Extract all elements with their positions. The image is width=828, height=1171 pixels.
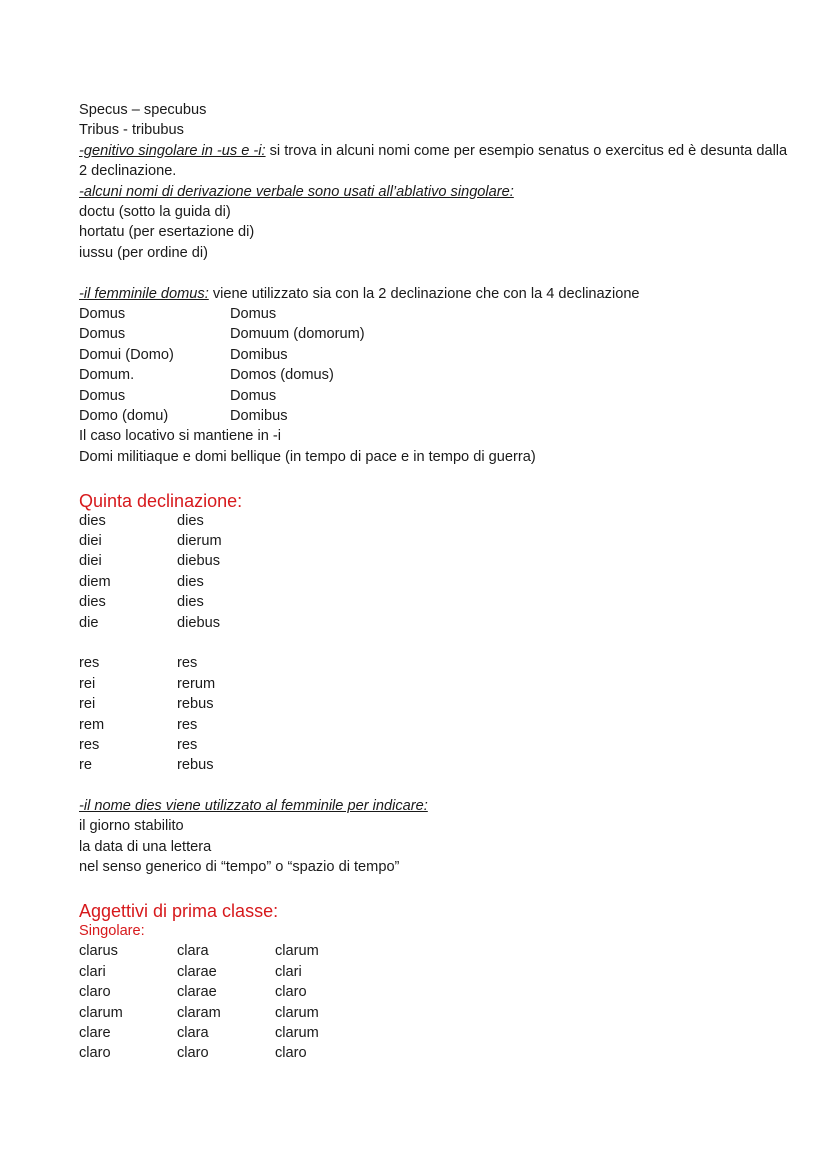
table-cell: diei xyxy=(79,553,102,570)
table-cell: rem xyxy=(79,716,105,733)
table-cell: Domus xyxy=(79,326,126,343)
domus-example-note: Domi militiaque e domi bellique (in tempo di pace e in tempo di guerra) xyxy=(79,448,536,465)
table-cell: res xyxy=(177,716,198,733)
table-row xyxy=(79,613,799,633)
table-cell: rebus xyxy=(177,757,214,774)
table-cell: res xyxy=(79,655,100,672)
table-row xyxy=(79,304,799,324)
table-cell: clarus xyxy=(79,943,118,960)
table-cell: res xyxy=(79,736,100,753)
spacer xyxy=(79,633,799,653)
verbal-note-label: -alcuni nomi di derivazione verbale sono usati all’ablativo singolare: xyxy=(79,183,514,200)
table-cell: Domui (Domo) xyxy=(79,346,174,363)
dies-use: la data di una lettera xyxy=(79,838,212,855)
singolare-subheading: Singolare: xyxy=(79,923,145,940)
table-cell: claram xyxy=(177,1004,221,1021)
table-cell: dies xyxy=(177,573,204,590)
table-cell: dies xyxy=(79,594,106,611)
quinta-heading: Quinta declinazione: xyxy=(79,490,243,511)
table-row xyxy=(79,531,799,551)
table-row xyxy=(79,982,799,1002)
aggettivi-heading: Aggettivi di prima classe: xyxy=(79,901,279,922)
table-row xyxy=(79,324,799,344)
dies-use: il giorno stabilito xyxy=(79,818,184,835)
table-cell: dies xyxy=(177,512,204,529)
spacer xyxy=(79,776,799,796)
document-page xyxy=(79,100,799,1064)
res-table xyxy=(79,653,799,775)
table-cell: dies xyxy=(177,594,204,611)
genitive-note-label: -genitivo singolare in -us e -i: xyxy=(79,142,266,159)
dies-use: nel senso generico di “tempo” o “spazio di tempo” xyxy=(79,859,400,876)
table-cell: dies xyxy=(79,512,106,529)
aggettivi-table xyxy=(79,941,799,1063)
table-cell: diebus xyxy=(177,553,221,570)
table-row xyxy=(79,511,799,531)
table-cell: Domuum (domorum) xyxy=(230,326,365,343)
table-cell: Domum. xyxy=(79,367,135,384)
table-row xyxy=(79,674,799,694)
table-cell: clarae xyxy=(177,984,217,1001)
table-cell: rei xyxy=(79,675,96,692)
dies-note-label: -il nome dies viene utilizzato al femminile per indicare: xyxy=(79,798,428,815)
table-row xyxy=(79,406,799,426)
spacer xyxy=(79,263,799,283)
table-row xyxy=(79,755,799,775)
table-row xyxy=(79,345,799,365)
table-cell: res xyxy=(177,655,198,672)
table-row xyxy=(79,1003,799,1023)
table-cell: clara xyxy=(177,943,209,960)
table-row xyxy=(79,386,799,406)
spacer xyxy=(79,467,799,487)
table-cell: claro xyxy=(79,984,111,1001)
table-cell: clari xyxy=(79,963,106,980)
table-cell: Domus xyxy=(230,387,277,404)
table-cell: rebus xyxy=(177,696,214,713)
table-row xyxy=(79,941,799,961)
table-cell: claro xyxy=(275,1045,307,1062)
table-cell: Domos (domus) xyxy=(230,367,334,384)
verbal-example: iussu (per ordine di) xyxy=(79,244,208,261)
verbal-example: hortatu (per esertazione di) xyxy=(79,224,255,241)
table-cell: clarum xyxy=(275,943,319,960)
table-cell: clare xyxy=(79,1025,111,1042)
table-cell: dierum xyxy=(177,532,222,549)
table-row xyxy=(79,572,799,592)
table-cell: clarum xyxy=(275,1004,319,1021)
table-cell: clari xyxy=(275,963,302,980)
table-cell: Domus xyxy=(79,387,126,404)
genitive-note xyxy=(79,141,799,182)
table-cell: Domo (domu) xyxy=(79,408,169,424)
verbal-example: doctu (sotto la guida di) xyxy=(79,204,231,221)
table-row xyxy=(79,1023,799,1043)
table-cell: Domus xyxy=(79,306,126,323)
table-cell: claro xyxy=(79,1045,111,1062)
table-cell: clara xyxy=(177,1025,209,1042)
table-row xyxy=(79,365,799,385)
table-cell: Domibus xyxy=(230,408,288,424)
text-line: Specus – specubus xyxy=(79,102,207,118)
spacer xyxy=(79,878,799,898)
table-cell: re xyxy=(79,757,92,774)
table-row xyxy=(79,694,799,714)
text-line: Tribus - tribubus xyxy=(79,122,184,139)
table-cell: claro xyxy=(275,984,307,1001)
table-row xyxy=(79,653,799,673)
table-row xyxy=(79,592,799,612)
table-cell: rerum xyxy=(177,675,216,692)
table-cell: diem xyxy=(79,573,111,590)
table-cell: clarum xyxy=(79,1004,123,1021)
table-cell: clarae xyxy=(177,963,217,980)
table-cell: claro xyxy=(177,1045,209,1062)
dies-table xyxy=(79,511,799,633)
table-row xyxy=(79,551,799,571)
table-row xyxy=(79,735,799,755)
domus-note-text: viene utilizzato sia con la 2 declinazione che con la 4 declinazione xyxy=(208,285,640,302)
table-cell: Domus xyxy=(230,306,277,323)
table-cell: res xyxy=(177,736,198,753)
domus-locative-note: Il caso locativo si mantiene in -i xyxy=(79,428,281,445)
domus-note-label: -il femminile domus: xyxy=(79,285,209,302)
table-cell: clarum xyxy=(275,1025,319,1042)
table-cell: die xyxy=(79,614,99,631)
domus-note xyxy=(79,284,799,304)
genitive-note-text: si trova in alcuni nomi come per esempio senatus o exercitus ed è desunta dalla 2 declinazione. xyxy=(79,142,788,180)
table-cell: diei xyxy=(79,532,102,549)
table-cell: rei xyxy=(79,696,96,713)
table-cell: diebus xyxy=(177,614,221,631)
table-row xyxy=(79,962,799,982)
table-row xyxy=(79,715,799,735)
table-row xyxy=(79,1043,799,1063)
domus-table xyxy=(79,304,799,426)
table-cell: Domibus xyxy=(230,346,288,363)
